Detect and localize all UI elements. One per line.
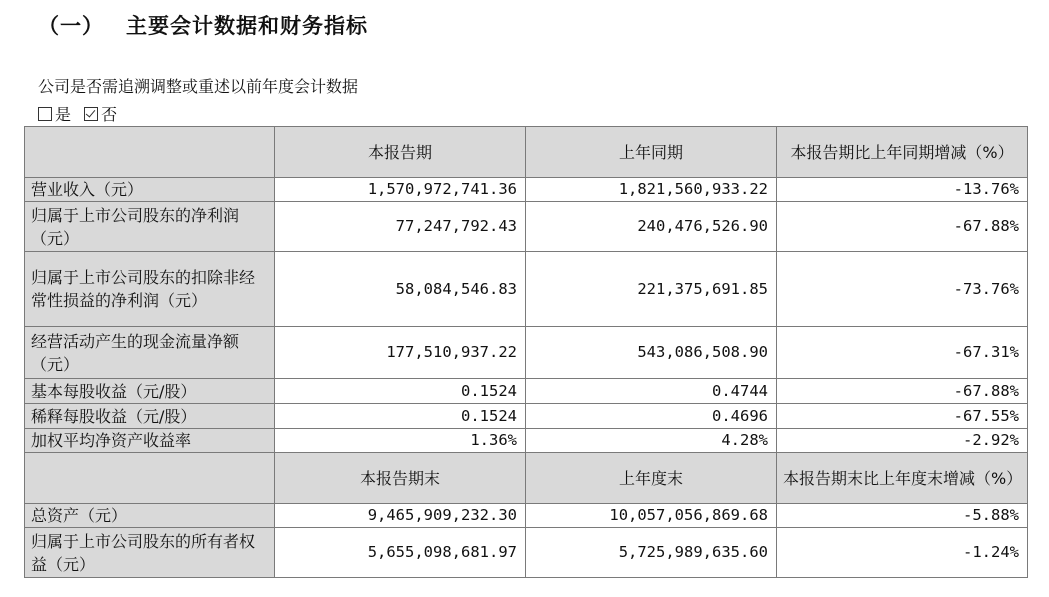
change-value: -73.76% <box>777 252 1028 327</box>
change-value: -2.92% <box>777 429 1028 453</box>
unchecked-box-icon <box>38 107 52 121</box>
current-value: 5,655,098,681.97 <box>275 528 526 578</box>
financial-indicators-table <box>24 126 1028 578</box>
row-label: 营业收入（元） <box>25 178 275 202</box>
header-blank-cell <box>25 127 275 178</box>
prior-value: 240,476,526.90 <box>526 202 777 252</box>
current-value: 1,570,972,741.36 <box>275 178 526 202</box>
prior-value: 0.4696 <box>526 404 777 429</box>
prior-value: 1,821,560,933.22 <box>526 178 777 202</box>
section-number: （一） <box>38 14 104 38</box>
prior-value: 5,725,989,635.60 <box>526 528 777 578</box>
current-value: 1.36% <box>275 429 526 453</box>
prior-value: 4.28% <box>526 429 777 453</box>
prior-value: 0.4744 <box>526 379 777 404</box>
restatement-question: 公司是否需追溯调整或重述以前年度会计数据 <box>38 77 359 96</box>
checked-box-icon <box>84 107 98 121</box>
row-label: 归属于上市公司股东的净利润（元） <box>25 202 275 252</box>
change-value: -13.76% <box>777 178 1028 202</box>
current-value: 0.1524 <box>275 379 526 404</box>
restatement-options <box>38 102 117 125</box>
change-value: -67.88% <box>777 202 1028 252</box>
current-value: 77,247,792.43 <box>275 202 526 252</box>
header-change: 本报告期比上年同期增减（%） <box>777 127 1028 178</box>
row-label: 基本每股收益（元/股） <box>25 379 275 404</box>
option-yes-label: 是 <box>55 105 72 124</box>
table-row <box>25 429 1028 453</box>
option-no-label: 否 <box>101 105 118 124</box>
table-header-row-period-end <box>25 453 1028 504</box>
change-value: -67.31% <box>777 327 1028 379</box>
row-label: 归属于上市公司股东的扣除非经常性损益的净利润（元） <box>25 252 275 327</box>
table-row <box>25 404 1028 429</box>
row-label: 加权平均净资产收益率 <box>25 429 275 453</box>
header-prior-period: 上年同期 <box>526 127 777 178</box>
row-label: 经营活动产生的现金流量净额（元） <box>25 327 275 379</box>
header-current-period: 本报告期 <box>275 127 526 178</box>
row-label: 总资产（元） <box>25 504 275 528</box>
change-value: -5.88% <box>777 504 1028 528</box>
header-prior-year-end: 上年度末 <box>526 453 777 504</box>
table-row <box>25 178 1028 202</box>
prior-value: 221,375,691.85 <box>526 252 777 327</box>
current-value: 177,510,937.22 <box>275 327 526 379</box>
table-row <box>25 379 1028 404</box>
header-blank-cell <box>25 453 275 504</box>
table-row <box>25 504 1028 528</box>
prior-value: 543,086,508.90 <box>526 327 777 379</box>
row-label: 稀释每股收益（元/股） <box>25 404 275 429</box>
current-value: 9,465,909,232.30 <box>275 504 526 528</box>
section-heading <box>38 10 368 40</box>
change-value: -1.24% <box>777 528 1028 578</box>
current-value: 58,084,546.83 <box>275 252 526 327</box>
table-row <box>25 528 1028 578</box>
table-row <box>25 252 1028 327</box>
row-label: 归属于上市公司股东的所有者权益（元） <box>25 528 275 578</box>
option-yes[interactable] <box>38 102 71 125</box>
table-header-row <box>25 127 1028 178</box>
prior-value: 10,057,056,869.68 <box>526 504 777 528</box>
table-row <box>25 202 1028 252</box>
header-change-period-end: 本报告期末比上年度末增减（%） <box>777 453 1028 504</box>
change-value: -67.88% <box>777 379 1028 404</box>
change-value: -67.55% <box>777 404 1028 429</box>
header-period-end: 本报告期末 <box>275 453 526 504</box>
table-row <box>25 327 1028 379</box>
option-no[interactable] <box>84 102 117 125</box>
section-title: 主要会计数据和财务指标 <box>126 14 368 38</box>
current-value: 0.1524 <box>275 404 526 429</box>
